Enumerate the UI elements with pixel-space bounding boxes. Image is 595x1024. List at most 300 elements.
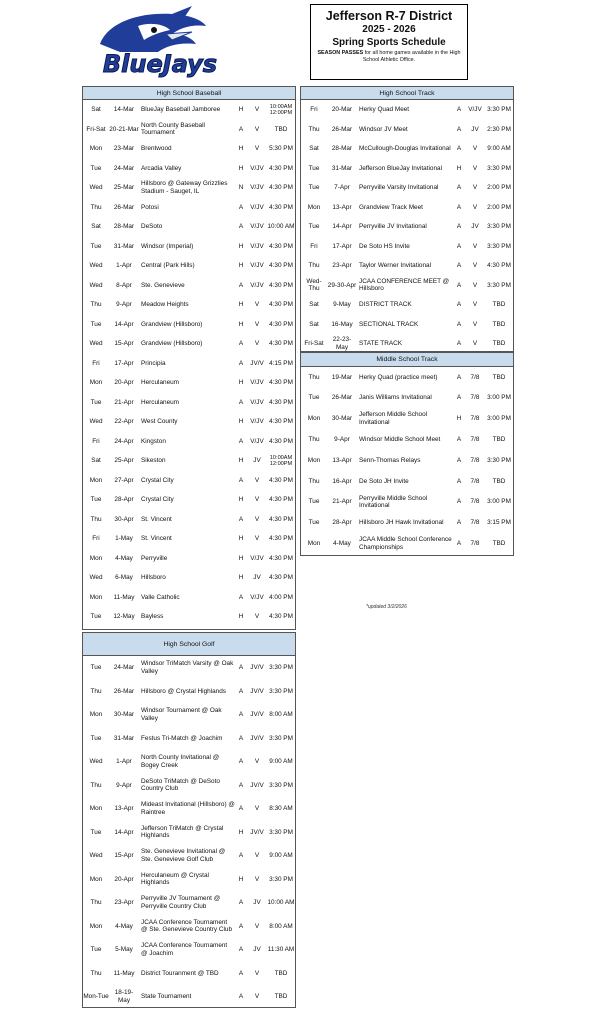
cell-day: Thu [308,436,320,444]
cell-date: 13-Apr [332,203,352,211]
cell-home-away: A [456,436,462,444]
cell-event: Meadow Heights [141,301,189,308]
cell-level: V/JV [250,593,264,601]
table-row [83,334,295,354]
table-row [83,256,295,276]
cell-level: V [472,281,478,289]
cell-home-away: A [238,852,244,859]
cell-level: 7/8 [470,477,480,485]
table-row [301,276,513,296]
cell-day: Tue [90,734,102,742]
cell-home-away: A [456,498,462,506]
cell-level: V [254,852,260,859]
table-row [301,315,513,335]
cell-event: Grandview Track Meet [359,203,423,211]
cell-day: Thu [308,373,320,381]
cell-event: Sikeston [141,457,166,464]
cell-time: 3:30 PM [269,687,293,695]
cell-day: Wed [89,758,103,765]
cell-level: JV [253,899,261,906]
cell-day: Wed [89,184,103,191]
cell-time: 4:30 PM [269,418,293,425]
cell-level: V [472,184,478,191]
cell-date: 14-Apr [332,223,352,230]
cell-date: 31-Mar [331,164,353,172]
cell-time: 3:00 PM [487,498,511,506]
cell-event: Ste. Genevieve [141,281,185,289]
cell-time: 5:30 PM [269,145,293,152]
cell-home-away: A [238,223,244,230]
cell-event: Hillsboro @ Crystal Highlands [141,687,226,695]
cell-event: North County Invitational @ Bogey Creek [141,754,220,769]
cell-day: Mon [89,379,103,386]
cell-event: Potosi [141,203,159,211]
ms-track-section-title: Middle School Track [301,353,513,367]
season-pass-note: SEASON PASSES for all home games available in the High School Athletic Office. [317,50,461,63]
cell-day: Tue [90,242,102,250]
cell-event: Windsor Middle School Meet [359,436,441,444]
cell-event: West County [141,418,178,425]
table-row [83,549,295,569]
cell-home-away: H [238,574,244,581]
cell-date: 27-Apr [114,476,134,484]
golf-schedule-table [82,632,296,1008]
cell-home-away: A [238,664,244,671]
cell-level: V [254,320,260,328]
cell-day: Thu [308,477,320,485]
cell-time: 4:30 PM [269,574,293,581]
cell-date: 17-Apr [332,242,352,250]
cell-event: Herculaneum [141,379,180,386]
cell-time: 9:00 AM [269,852,293,859]
cell-event: Jefferson TriMatch @ Crystal Highlands [141,824,224,840]
table-row [301,367,513,388]
cell-day: Thu [308,262,320,269]
cell-level: 7/8 [470,498,480,506]
table-row [83,962,295,986]
table-row [83,159,295,179]
cell-event: Ste. Genevieve Invitational @ Ste. Genevieve Golf Club [141,848,226,863]
cell-date: 26-Mar [113,203,135,211]
cell-time: 3:30 PM [487,106,511,113]
cell-date: 28-Apr [332,519,352,527]
cell-level: JV/V [250,711,264,718]
table-row [83,568,295,588]
cell-home-away: A [238,687,244,695]
cell-home-away: A [238,125,244,133]
cell-day: Tue [308,164,320,172]
cell-day: Mon [89,476,103,484]
table-row [301,295,513,315]
cell-event: Crystal City [141,476,174,484]
cell-day: Wed [89,340,103,347]
table-row [83,529,295,549]
cell-date: 26-Mar [331,394,353,402]
table-row [83,451,295,471]
cell-home-away: A [238,359,244,367]
cell-home-away: A [456,394,462,402]
cell-event: JCAA Conference Tournament @ Joachim [141,942,228,957]
cell-event: Central (Park Hills) [141,262,195,269]
table-row [301,513,513,534]
table-row [301,100,513,120]
cell-level: V/JV [250,184,264,191]
cell-date: 31-Mar [113,242,135,250]
cell-level: V [472,301,478,308]
cell-level: V [254,515,260,523]
cell-day: Sat [309,145,319,152]
cell-event: Valle Catholic [141,593,180,601]
cell-day: Sat [309,320,319,328]
cell-date: 17-Apr [114,359,134,367]
cell-date: 30-Mar [331,415,353,423]
cell-time: 8:00 AM [269,711,293,718]
cell-event: Perryville Middle School Invitational [359,494,428,510]
cell-home-away: A [238,899,244,906]
cell-event: Janis Williams Invitational [359,394,432,402]
cell-time: 4:30 PM [269,379,293,386]
cell-date: 22-23-May [332,336,352,351]
cell-time: TBD [492,436,506,444]
cell-date: 25-Apr [114,457,134,464]
cell-event: State Tournament [141,993,192,1000]
cell-day: Mon [89,554,103,562]
cell-level: V [472,164,478,172]
cell-date: 26-Mar [331,125,353,133]
district-title: Jefferson R-7 District [325,9,453,23]
table-row [83,178,295,198]
cell-day: Thu [90,969,102,977]
cell-date: 15-Apr [114,852,134,859]
cell-date: 24-Apr [114,437,134,445]
table-row [83,100,295,120]
cell-level: V/JV [250,281,264,289]
table-row [83,797,295,821]
cell-date: 1-Apr [116,758,132,765]
cell-event: BlueJay Baseball Jamboree [141,106,221,113]
cell-date: 16-Apr [332,477,352,485]
cell-event: JCAA Middle School Conference Championships [359,536,452,551]
cell-event: Grandview (Hillsboro) [141,320,203,328]
table-row [83,432,295,452]
table-row [83,412,295,432]
cell-day: Wed [89,418,103,425]
cell-date: 1-May [115,535,133,542]
cell-day: Thu [90,899,102,906]
cell-level: 7/8 [470,456,480,464]
cell-day: Mon [89,922,103,930]
cell-time: 4:30 PM [269,476,293,484]
cell-date: 23-Apr [114,899,134,906]
cell-event: De Soto HS Invite [359,242,410,250]
cell-home-away: H [238,418,244,425]
cell-home-away: H [238,262,244,269]
cell-day: Tue [90,398,102,406]
cell-time: 8:00 AM [269,922,293,930]
cell-time: 4:30 PM [269,496,293,503]
cell-day: Fri-Sat [86,125,106,133]
cell-home-away: A [238,922,244,930]
cell-level: 7/8 [470,540,480,548]
cell-event: Senn-Thomas Relays [359,456,421,464]
cell-level: V/JV [250,554,264,562]
cell-home-away: A [456,203,462,211]
cell-date: 13-Apr [332,456,352,464]
table-row [301,198,513,218]
cell-home-away: H [456,415,462,423]
cell-time: 4:30 PM [487,262,511,269]
cell-home-away: A [456,223,462,230]
cell-level: JV [471,125,479,133]
cell-event: SECTIONAL TRACK [359,320,419,328]
table-row [83,985,295,1009]
cell-level: V [254,758,260,765]
cell-home-away: A [238,781,244,789]
cell-time: TBD [274,993,288,1000]
cell-date: 15-Apr [114,340,134,347]
cell-event: STATE TRACK [359,340,402,347]
cell-level: JV/V [250,359,264,367]
cell-home-away: A [238,805,244,812]
table-row [83,703,295,727]
cell-event: Herky Quad (practice meet) [359,373,438,381]
cell-level: JV [253,457,261,464]
cell-day: Fri [92,437,100,445]
cell-home-away: A [238,969,244,977]
cell-time: 3:30 PM [487,456,511,464]
cell-event: Perryville JV Invitational [359,223,427,230]
cell-home-away: A [238,476,244,484]
cell-home-away: A [456,184,462,191]
cell-day: Tue [90,664,102,671]
cell-level: V [254,993,260,1000]
cell-day: Wed [89,262,103,269]
cell-day: Mon [89,805,103,812]
cell-time: 9:00 AM [487,145,511,152]
table-row [301,120,513,140]
cell-day: Sat [91,106,101,113]
schedule-header [310,4,468,80]
cell-level: V [254,969,260,977]
cell-home-away: H [238,535,244,542]
cell-date: 22-Apr [114,418,134,425]
cell-date: 28-Mar [331,145,353,152]
cell-day: Thu [90,301,102,308]
cell-home-away: H [238,554,244,562]
cell-event: Hillsboro [141,574,166,581]
cell-date: 11-May [113,969,135,977]
table-row [83,821,295,845]
cell-time: 10:00AM 12:00PM [269,103,293,116]
cell-level: JV [471,223,479,230]
cell-date: 9-Apr [116,301,132,308]
cell-level: V/JV [250,437,264,445]
cell-time: 3:30 PM [269,664,293,671]
table-row [301,334,513,354]
cell-level: V/JV [250,262,264,269]
table-row [83,891,295,915]
cell-day: Mon [307,540,321,548]
cell-date: 7-Apr [334,184,350,191]
cell-event: McCullough-Douglas Invitational [359,145,451,152]
table-row [83,727,295,751]
cell-home-away: H [238,875,244,883]
cell-time: 3:30 PM [487,223,511,230]
cell-home-away: A [238,515,244,523]
cell-time: TBD [492,320,506,328]
cell-date: 20-21-Mar [109,125,139,133]
logo-text: BlueJays [102,50,218,78]
cell-time: 3:30 PM [269,781,293,789]
cell-home-away: A [238,203,244,211]
cell-home-away: A [238,946,244,953]
cell-day: Thu [90,687,102,695]
cell-level: V [472,262,478,269]
cell-level: V [254,875,260,883]
cell-home-away: A [238,593,244,601]
cell-day: Fri-Sat [304,340,324,347]
cell-time: TBD [274,969,288,977]
cell-home-away: A [238,993,244,1000]
cell-time: 2:30 PM [487,125,511,133]
cell-time: 4:30 PM [269,398,293,406]
cell-event: Herculaneum @ Crystal Highlands [141,871,209,887]
cell-time: TBD [492,540,506,548]
cell-day: Mon [89,593,103,601]
cell-event: Perryville [141,554,168,562]
table-row [83,393,295,413]
cell-level: V/JV [250,379,264,386]
cell-level: V [254,476,260,484]
cell-date: 4-May [333,540,351,548]
track-section-title: High School Track [301,87,513,100]
cell-event: Jefferson BlueJay Invitational [359,164,443,172]
cell-event: St. Vincent [141,535,172,542]
cell-time: 4:30 PM [269,535,293,542]
cell-event: JCAA CONFERENCE MEET @ Hillsboro [359,277,450,293]
cell-event: Hillsboro JH Hawk Invitational [359,519,444,527]
table-row [301,492,513,513]
cell-time: 4:30 PM [269,164,293,172]
cell-date: 24-Mar [113,164,135,172]
cell-time: 10:00 AM [267,223,295,230]
cell-date: 20-Apr [114,875,134,883]
cell-level: JV/V [250,781,264,789]
cell-day: Thu [90,781,102,789]
cell-day: Mon [89,875,103,883]
cell-home-away: A [456,281,462,289]
table-row [83,588,295,608]
cell-level: V [472,320,478,328]
cell-time: 3:30 PM [487,242,511,250]
table-row [83,868,295,892]
cell-date: 23-Mar [113,145,135,152]
cell-date: 5-May [115,946,133,953]
table-row [83,276,295,296]
cell-level: V [254,145,260,152]
cell-day: Tue [308,223,320,230]
cell-home-away: A [456,456,462,464]
table-row [301,533,513,554]
cell-date: 18-19-May [114,989,134,1004]
cell-time: 4:30 PM [269,613,293,620]
cell-date: 25-Mar [113,184,135,191]
cell-time: 4:30 PM [269,554,293,562]
cell-day: Fri [310,242,318,250]
cell-day: Thu [308,125,320,133]
cell-time: 4:30 PM [269,301,293,308]
cell-day: Wed-Thu [306,277,322,293]
cell-time: 11:30 AM [267,946,295,953]
cell-home-away: H [238,242,244,250]
table-row [83,490,295,510]
track-schedule-table [300,86,514,352]
cell-home-away: A [456,519,462,527]
cell-day: Fri [310,106,318,113]
cell-time: 4:30 PM [269,437,293,445]
cell-date: 14-Apr [114,320,134,328]
cell-home-away: H [238,145,244,152]
table-row [83,656,295,680]
cell-date: 21-Apr [332,498,352,506]
table-row [83,295,295,315]
cell-day: Tue [90,828,102,836]
cell-day: Tue [308,498,320,506]
cell-time: 3:30 PM [269,875,293,883]
cell-event: Kingston [141,437,166,445]
cell-event: JCAA Conference Tournament @ Ste. Genevieve Country Club [141,918,233,934]
cell-time: 3:30 PM [269,828,293,836]
cell-level: V [254,496,260,503]
cell-date: 23-Apr [332,262,352,269]
cell-level: V/JV [250,242,264,250]
table-row [83,217,295,237]
cell-date: 11-May [113,593,135,601]
cell-date: 9-Apr [334,436,350,444]
cell-date: 4-May [115,922,133,930]
cell-level: V/JV [250,398,264,406]
cell-level: V [254,301,260,308]
school-years: 2025 - 2026 [362,24,416,35]
cell-time: 2:00 PM [487,203,511,211]
cell-home-away: A [456,242,462,250]
updated-date: *updated 3/2/2026 [366,604,407,610]
cell-day: Sat [91,457,101,464]
cell-time: 10:00AM 12:00PM [269,454,293,467]
cell-day: Tue [90,946,102,953]
cell-event: Taylor Werner Invitational [359,262,431,269]
cell-day: Thu [90,515,102,523]
table-row [83,750,295,774]
cell-time: 4:30 PM [269,203,293,211]
cell-event: North County Baseball Tournament [141,121,205,137]
cell-day: Mon [89,145,103,152]
cell-level: V [472,340,478,347]
table-row [83,315,295,335]
cell-time: 3:00 PM [487,415,511,423]
cell-day: Tue [90,613,102,620]
cell-event: Windsor (Imperial) [141,242,194,250]
cell-day: Fri [92,359,100,367]
cell-event: Bayless [141,613,164,620]
cell-home-away: H [238,379,244,386]
cell-time: 4:30 PM [269,515,293,523]
cell-date: 21-Apr [114,398,134,406]
cell-date: 1-Apr [116,262,132,269]
cell-day: Mon [89,711,103,718]
cell-level: 7/8 [470,415,480,423]
cell-date: 8-Apr [116,281,132,289]
